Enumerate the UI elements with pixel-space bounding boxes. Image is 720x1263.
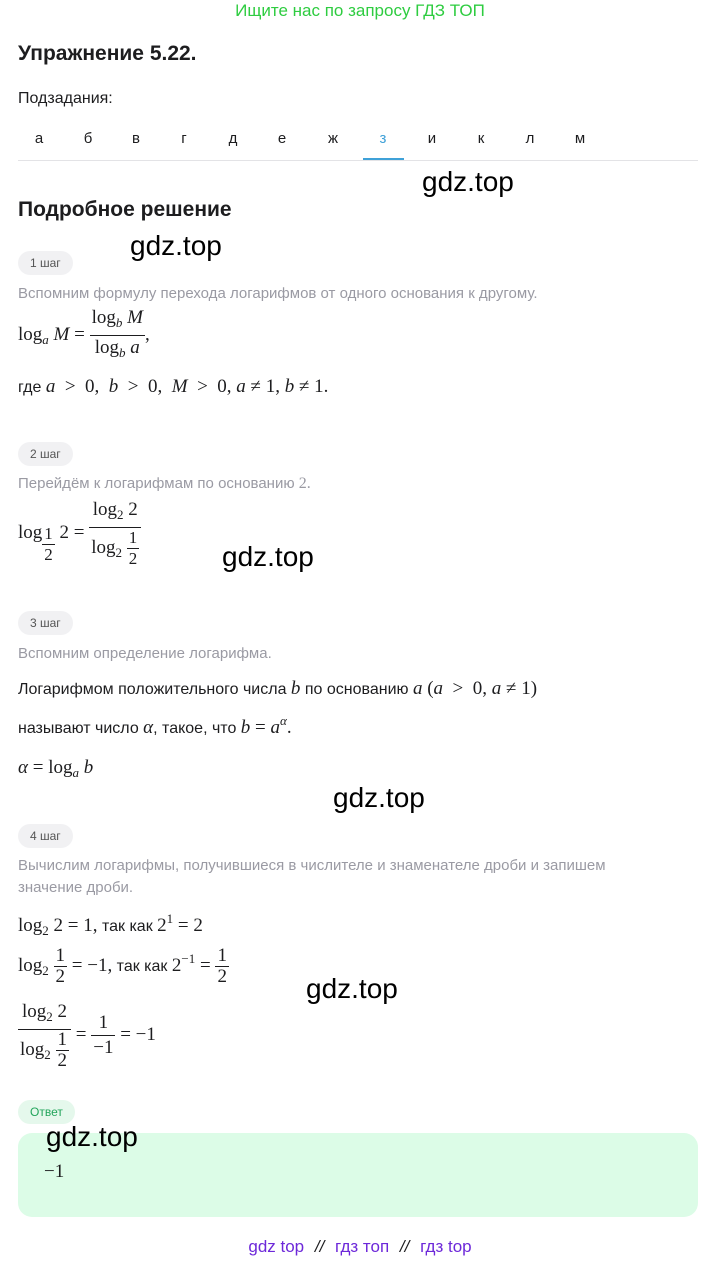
- watermark: gdz.top: [46, 1121, 138, 1152]
- footer-separator: //: [399, 1237, 410, 1256]
- footer-link-2[interactable]: гдз топ: [335, 1237, 390, 1256]
- step-2-badge: 2 шаг: [18, 442, 73, 466]
- tab-zh[interactable]: ж: [327, 130, 339, 147]
- tab-b[interactable]: б: [83, 130, 93, 147]
- step-2-hint-text: Перейдём к логарифмам по основанию: [18, 475, 295, 492]
- active-tab-indicator: [363, 158, 404, 160]
- step-3-hint: Вспомним определение логарифма.: [18, 645, 272, 662]
- tab-k[interactable]: к: [477, 130, 485, 147]
- change-of-base-formula: $\log_a M$ = $\frac{\log_b M}{\log_b a}$ ,: [18, 307, 150, 360]
- final-fraction: $\log_2 2$ $\log_2$ $\frac{1}{2}$ = $\frac{1}{-1}$ = −1: [20, 1001, 156, 1071]
- step-4-hint: Вычислим логарифмы, получившиеся в числителе и знаменателе дроби и запишем значение дроби.: [18, 857, 606, 896]
- calc-line-2: $\log_2$ $\frac{1}{2}$ = −1, так как $2^{-1}$ = $\frac{1}{2}$: [18, 945, 227, 987]
- step-4-badge: 4 шаг: [18, 824, 73, 848]
- tab-m[interactable]: м: [574, 130, 586, 147]
- where-word: где: [18, 379, 42, 396]
- footer-separator: //: [314, 1237, 325, 1256]
- watermark: gdz.top: [306, 973, 398, 1004]
- page-title: Упражнение 5.22.: [18, 42, 197, 65]
- section-title: Подробное решение: [18, 198, 232, 221]
- footer-link-1[interactable]: gdz top: [248, 1237, 305, 1256]
- footer-links: [0, 1237, 720, 1257]
- tab-z[interactable]: з: [379, 130, 387, 147]
- subtasks-label: Подзадания:: [18, 90, 113, 107]
- watermark: gdz.top: [422, 166, 514, 197]
- tab-e[interactable]: е: [277, 130, 287, 147]
- step-3-badge: 3 шаг: [18, 611, 73, 635]
- calc-line-1: $\log_2 2 = 1$, так как $2^1 = 2$: [18, 911, 203, 938]
- definition-line-1: Логарифмом положительного числа b по основанию a (a > 0, a ≠ 1): [18, 678, 538, 699]
- tab-a[interactable]: а: [34, 130, 44, 147]
- log-definition: $\alpha = \log_a b$: [18, 757, 94, 780]
- tab-i[interactable]: и: [427, 130, 437, 147]
- watermark: gdz.top: [333, 782, 425, 813]
- answer-value: −1: [44, 1161, 65, 1182]
- step-2-hint: Перейдём к логарифмам по основанию 2.: [18, 475, 311, 492]
- watermark: gdz.top: [130, 230, 222, 261]
- step-1-badge: 1 шаг: [18, 251, 73, 275]
- tab-d[interactable]: д: [228, 130, 238, 147]
- tab-l[interactable]: л: [525, 130, 535, 147]
- step-1-hint: Вспомним формулу перехода логарифмов от одного основания к другому.: [18, 285, 538, 302]
- tab-v[interactable]: в: [132, 130, 140, 147]
- watermark: gdz.top: [222, 541, 314, 572]
- answer-box: [18, 1121, 698, 1217]
- conditions-line: где a > 0, b > 0, M > 0, a ≠ 1, b ≠ 1.: [18, 376, 329, 397]
- definition-line-2: называют число α, такое, что $b = a^\alpha$.: [18, 713, 292, 738]
- subtask-tabs: [18, 124, 698, 161]
- footer-link-3[interactable]: гдз top: [420, 1237, 472, 1256]
- top-banner[interactable]: Ищите нас по запросу ГДЗ ТОП: [235, 1, 485, 20]
- tab-g[interactable]: г: [181, 130, 187, 147]
- base-change-equation: log $\frac{1}{2}$ 2 = $\log_2 2$ $\log_2$ $\frac{1}{2}$: [18, 498, 141, 569]
- answer-badge: Ответ: [18, 1100, 75, 1124]
